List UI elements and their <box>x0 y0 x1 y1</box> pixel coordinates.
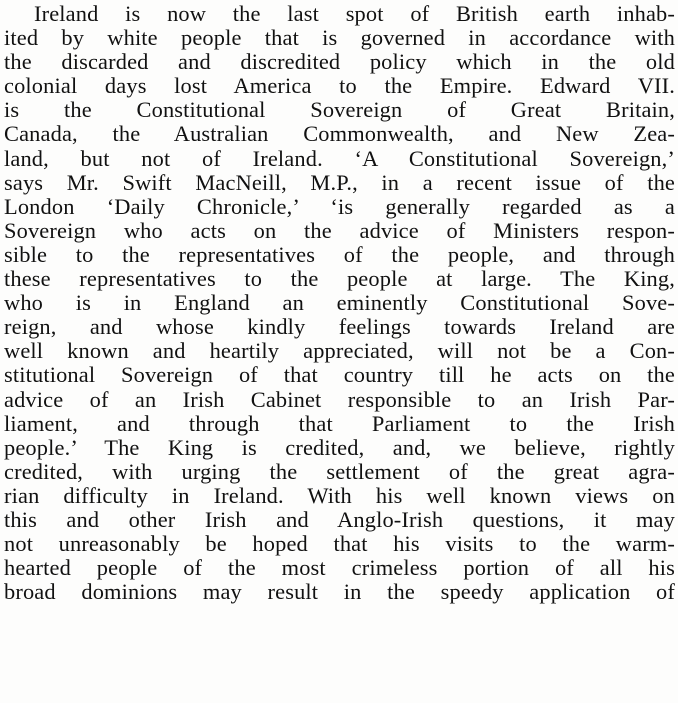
text-line: reign, and whose kindly feelings towards Ireland are <box>4 314 675 340</box>
text-line: credited, with urging the settlement of the great agra- <box>4 458 675 484</box>
text-line: advice of an Irish Cabinet responsible to an Irish Par- <box>4 386 675 412</box>
text-line: London ‘Daily Chronicle,’ ‘is generally regarded as a <box>4 193 675 219</box>
text-line: ited by white people that is governed in accordance with <box>4 25 675 51</box>
text-line: is the Constitutional Sovereign of Great Britain, <box>4 97 675 123</box>
text-line: the discarded and discredited policy which in the old <box>4 49 675 75</box>
text-line: says Mr. Swift MacNeill, M.P., in a recent issue of the <box>4 169 675 195</box>
text-line: Canada, the Australian Commonwealth, and New Zea- <box>4 121 675 147</box>
text-line: this and other Irish and Anglo-Irish questions, it may <box>4 506 675 532</box>
text-line: land, but not of Ireland. ‘A Constitutional Sovereign,’ <box>4 145 675 171</box>
text-line: Ireland is now the last spot of British earth inhab- <box>34 1 675 26</box>
text-line: rian difficulty in Ireland. With his well known views on <box>4 482 675 508</box>
text-line: sible to the representatives of the people, and through <box>4 241 675 267</box>
text-line: liament, and through that Parliament to the Irish <box>4 410 675 436</box>
text-line: broad dominions may result in the speedy application of <box>4 579 675 605</box>
text-line: these representatives to the people at large. The King, <box>4 266 675 292</box>
text-line: Sovereign who acts on the advice of Ministers respon- <box>4 217 675 243</box>
text-line: stitutional Sovereign of that country till he acts on the <box>4 362 675 388</box>
text-line: colonial days lost America to the Empire. Edward VII. <box>4 73 675 99</box>
text-line: hearted people of the most crimeless portion of all his <box>4 555 675 581</box>
text-line: well known and heartily appreciated, will not be a Con- <box>4 338 675 364</box>
text-line: people.’ The King is credited, and, we believe, rightly <box>4 434 675 460</box>
text-line: not unreasonably be hoped that his visits to the warm- <box>4 531 675 557</box>
text-line: who is in England an eminently Constitutional Sove- <box>4 290 675 316</box>
article-text-column <box>4 2 678 604</box>
